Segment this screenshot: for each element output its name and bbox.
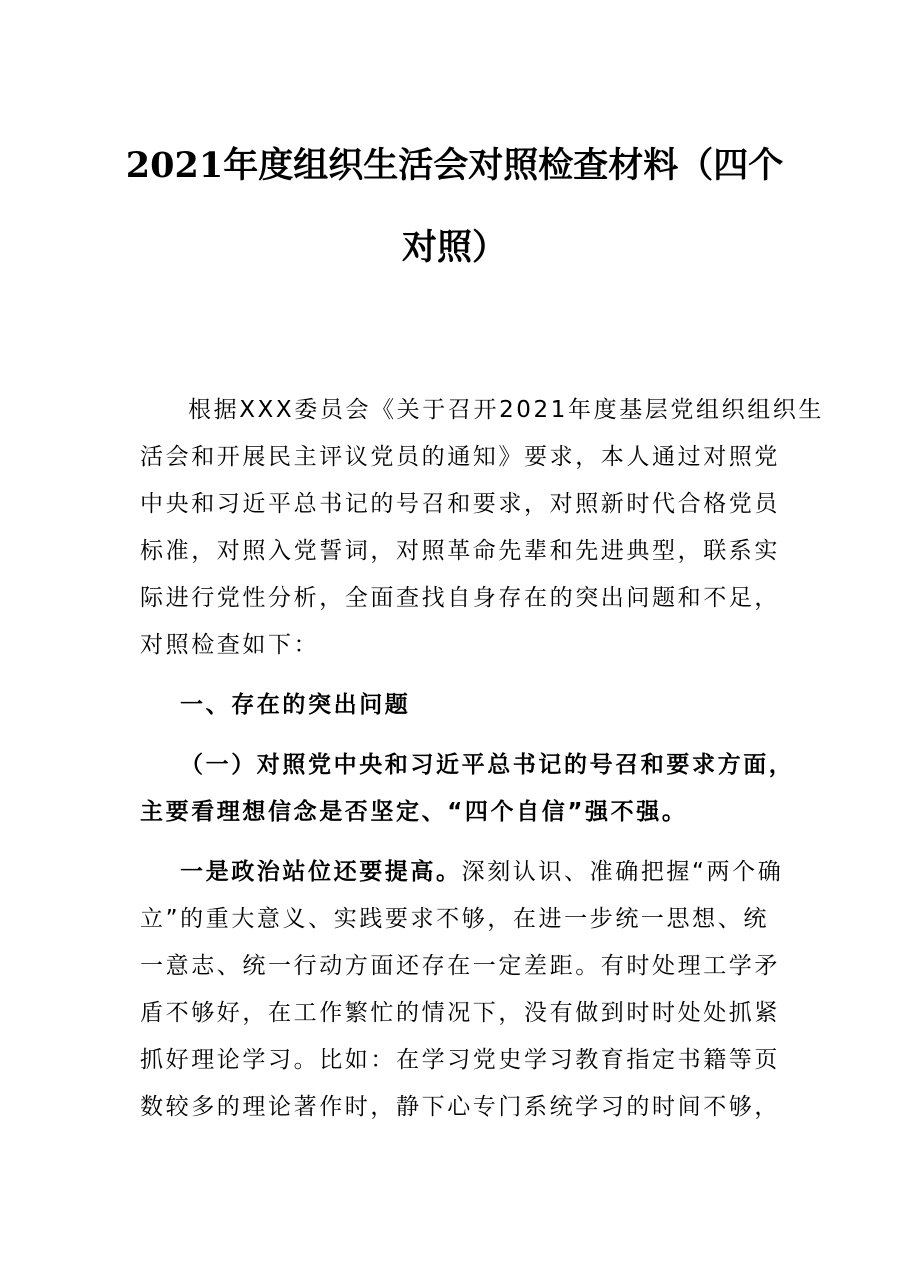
paragraph-line: 中央和习近平总书记的号召和要求，对照新时代合格党员	[140, 491, 780, 517]
paragraph-line: 一意志、统一行动方面还存在一定差距。有时处理工学矛	[140, 953, 780, 979]
paragraph-line: 活会和开展民主评议党员的通知》要求，本人通过对照党	[140, 444, 780, 470]
point-paragraph	[140, 849, 784, 1131]
paragraph-line: 根据XXX委员会《关于召开2021年度基层党组织组织生	[188, 397, 825, 423]
paragraph-line: 抓好理论学习。比如：在学习党史学习教育指定书籍等页	[140, 1047, 780, 1073]
intro-paragraph	[140, 387, 825, 669]
paragraph-line: 际进行党性分析，全面查找自身存在的突出问题和不足，	[140, 585, 780, 611]
paragraph-line: 标准，对照入党誓词，对照革命先辈和先进典型，联系实	[140, 538, 780, 564]
paragraph-line: 对照检查如下：	[140, 632, 320, 658]
document-title-line-1: 2021年度组织生活会对照检查材料（四个	[125, 145, 784, 186]
paragraph-line: 数较多的理论著作时，静下心专门系统学习的时间不够，	[140, 1094, 780, 1120]
point-text: 深刻认识、准确把握“两个确	[461, 859, 784, 885]
document-title-line-2: 对照）	[401, 227, 507, 268]
paragraph-line: 盾不够好，在工作繁忙的情况下，没有做到时时处处抓紧	[140, 1000, 780, 1026]
subsection-heading-line: （一）对照党中央和习近平总书记的号召和要求方面，	[180, 752, 795, 778]
subsection-heading-line: 主要看理想信念是否坚定、“四个自信”强不强。	[140, 799, 688, 825]
document-body	[140, 387, 825, 1131]
subsection-heading	[140, 742, 795, 836]
point-lead: 一是政治站位还要提高。	[180, 859, 462, 885]
section-heading: 一、存在的突出问题	[180, 692, 411, 718]
paragraph-line	[140, 849, 784, 896]
paragraph-line: 立”的重大意义、实践要求不够，在进一步统一思想、统	[140, 906, 769, 932]
